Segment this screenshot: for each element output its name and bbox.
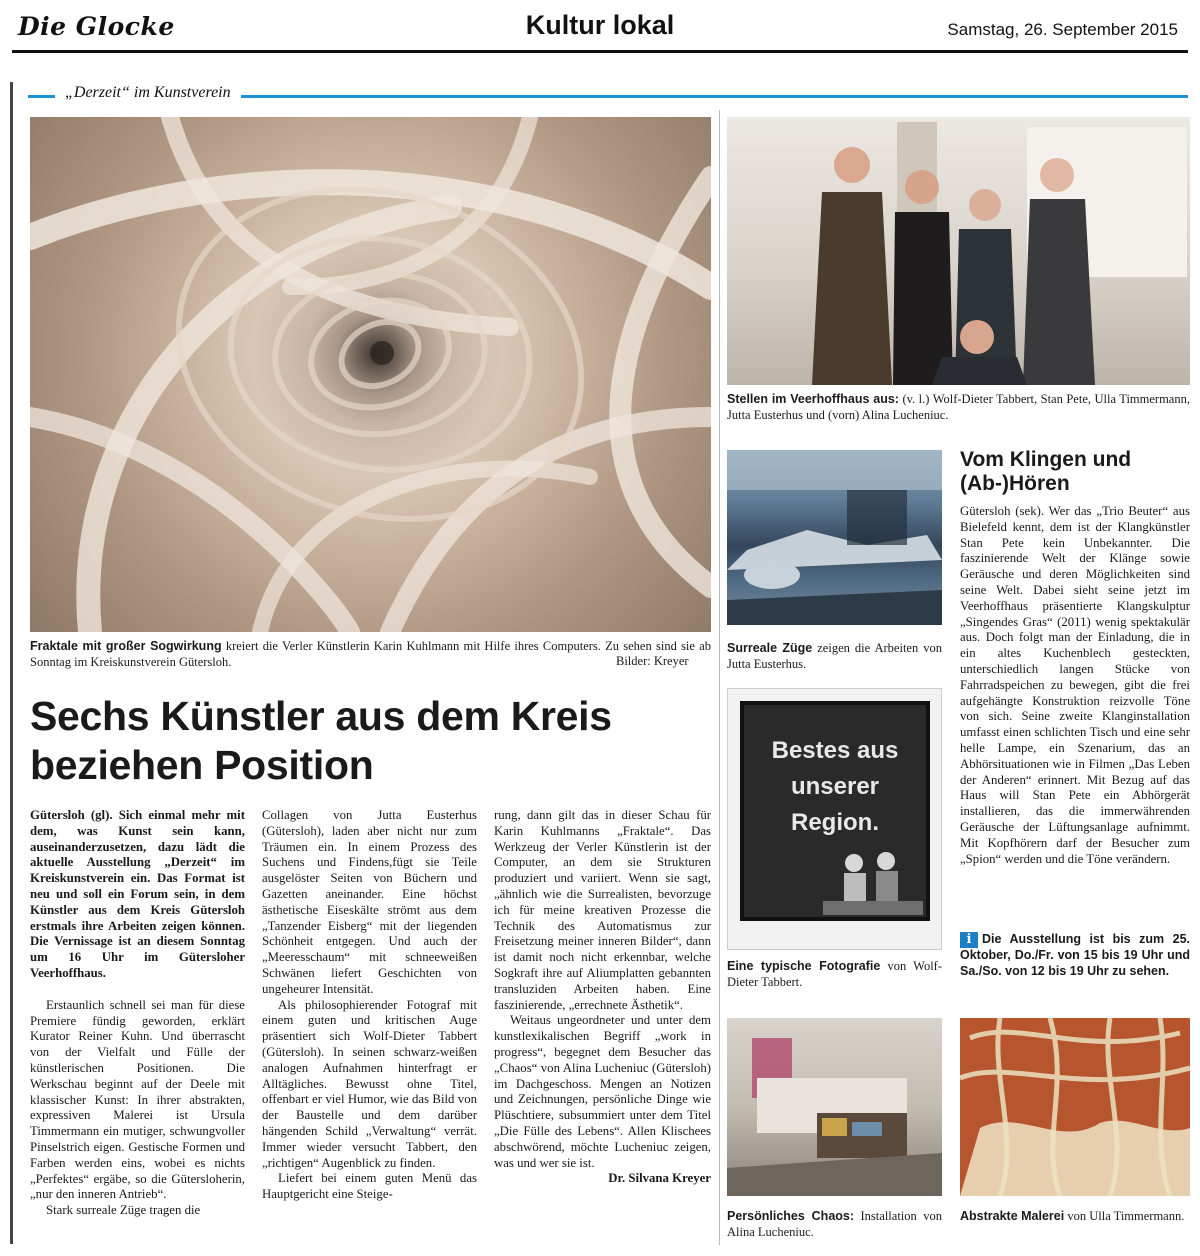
fractal-caption-text: kreiert die Verler Künstlerin Karin Kuhlmann mit Hilfe ihres Computers. Zu sehen sind sie ab Sonntag im Kreiskunstverein Gütersloh.: [30, 639, 711, 669]
billboard-line-2: unserer: [790, 773, 880, 800]
page-frame-left: [10, 82, 13, 1244]
group-photo-figures: [727, 117, 1190, 385]
newspaper-logo: Die Glocke: [18, 12, 175, 41]
article-paragraph: Erstaunlich schnell sei man für diese Premiere fündig geworden, erklärt Kurator Reiner Kuhn. Und überrascht von der Vielfalt und Fülle der künstlerischen Positionen. Die Werkschau beginnt auf der Deele mit klassischer Kunst: In ihrer abstrakten, expressiven Malerei ist Ursula Timmermann ein mutiger, schwungvoller Pinselstrich eigen. Gestische Formen und Farben werden eins, wobei es nichts „Perfektes“ ergäbe, so die Gütersloherin, „nur den inneren Antrieb“.: [30, 997, 245, 1202]
article-paragraph: Weitaus ungeordneter und unter dem kunstlexikalischen Begriff „work in progress“, begegnet dem Besucher das „Chaos“ von Alina Lucheniuc (Gütersloh) im Dachgeschoss. Mengen an Notizen und Zeichnungen, persönliche Dinge wie Plüschtiere, subsummiert unter dem Titel „Die Fülle des Lebens“. Allen Klischees abschwörend, möchte Lucheniuc zeigen, was und wer sie ist.: [494, 1013, 711, 1170]
chaos-caption: [727, 1208, 942, 1240]
masthead-rule: [12, 50, 1188, 53]
abstract-caption-text: von Ulla Timmermann.: [1064, 1209, 1185, 1223]
chaos-installation-image: [727, 1018, 942, 1196]
exhibition-info: [960, 932, 1190, 979]
chaos-caption-text: Installation von Alina Lucheniuc.: [727, 1209, 942, 1239]
surreal-caption-text: zeigen die Arbeiten von Jutta Eusterhus.: [727, 641, 942, 671]
abstract-caption: [960, 1208, 1190, 1224]
surreal-caption: [727, 640, 942, 672]
topic-label: „Derzeit“ im Kunstverein: [55, 84, 241, 102]
fractal-caption: [30, 638, 711, 670]
abstract-painting-image: [960, 1018, 1190, 1196]
photo-credit: Bilder: Kreyer: [616, 654, 689, 668]
article-lead: [30, 808, 245, 982]
surreal-caption-lead: Surreale Züge: [727, 641, 813, 655]
side-article-text: Gütersloh (sek). Wer das „Trio Beuter“ aus Bielefeld kennt, dem ist der Klangkünstler Stan Pete kein Unbekannter. Die faszinierende Welt der Klänge sowie Geräusche und deren Möglichkeiten sind seine Welt. Dabei sieht seine jetzt im Veerhoffhaus präsentierte Klangskulptur „Singendes Gras“ (2011) wenig spektakulär aus. Doch folgt man der Einladung, die in ein altes Kuchenblech gesteckten, unterschiedlich langen Stücke von Fahrradspeichen zu bewegen, gibt die frei aufgehängte Konstruktion reizvolle Töne von sich. Seine zweite Klanginstallation umfasst einen schlichten Tisch und eine sehr helle Lampe, ein Szenarium, das an Abhörsituationen wie in Filmen „Das Leben der Anderen“ erinnert. Mit Bezug auf das Haus will Stan Pete ein Abhörgerät installieren, das die immerwährenden Geräusche der Lüftungsanlage aufnimmt. Mit Kopfhörern darf der Besucher zum „Spion“ werden und die Töne verändern.: [960, 504, 1190, 866]
exhibition-info-text: Die Ausstellung ist bis zum 25. Oktober, Do./Fr. von 15 bis 19 Uhr und Sa./So. von 12 bis 19 Uhr zu sehen.: [960, 932, 1190, 978]
group-caption: [727, 391, 1190, 423]
chaos-installation-shapes: [727, 1018, 942, 1196]
section-title: Kultur lokal: [525, 10, 675, 40]
article-paragraph: Stark surreale Züge tragen die: [46, 1203, 201, 1218]
group-caption-text: (v. l.) Wolf-Dieter Tabbert, Stan Pete, Ulla Timmermann, Jutta Eusterhus und (vorn) Alina Lucheniuc.: [727, 392, 1190, 422]
article-column-3: [494, 808, 711, 1187]
article-headline: Sechs Künstler aus dem Kreis beziehen Position: [30, 693, 612, 788]
column-separator: [719, 110, 720, 1245]
side-article-body: [960, 504, 1190, 867]
side-headline: Vom Klingen und (Ab-)Hören: [960, 448, 1132, 495]
photo-caption-lead: Eine typische Fotografie: [727, 959, 881, 973]
article-author: Dr. Silvana Kreyer: [608, 1171, 711, 1186]
fractal-image: [30, 117, 711, 632]
surreal-collage-image: [727, 450, 942, 625]
photo-caption: [727, 958, 942, 990]
photo-caption-text: von Wolf-Dieter Tabbert.: [727, 959, 943, 989]
article-paragraph: Liefert bei einem guten Menü das Hauptgericht eine Steige-: [262, 1171, 477, 1202]
surreal-collage-shapes: [727, 450, 942, 625]
group-caption-lead: Stellen im Veerhoffhaus aus:: [727, 392, 899, 406]
info-icon: i: [960, 932, 978, 948]
issue-date: Samstag, 26. September 2015: [947, 20, 1178, 39]
abstract-painting-shapes: [960, 1018, 1190, 1196]
billboard-children: [728, 689, 942, 950]
billboard-line-3: Region.: [791, 809, 879, 836]
billboard-line-1: Bestes aus: [771, 737, 899, 764]
fractal-pattern: [30, 117, 711, 632]
article-lead-text: Gütersloh (gl). Sich einmal mehr mit dem, was Kunst sein kann, auseinanderzusetzen, dazu lädt die aktuelle Ausstellung „Derzeit“ im Kreiskunstverein ein. Das Format ist neu und soll ein Forum sein, in dem Künstler aus dem Kreis Gütersloh erstmals ihre Arbeiten zeigen können. Die Vernissage ist an diesem Sonntag um 16 Uhr im Gütersloher Veerhoffhaus.: [30, 808, 245, 980]
article-paragraph: Collagen von Jutta Eusterhus (Gütersloh), laden aber nicht nur zum Träumen ein. In einem Prozess des Suchens und Findens,fügt sie Teile ausgelöster Seiten von Büchern und Gazetten aneinander. Eine höchst ästhetische Eiseskälte strömt aus dem „Tanzender Eisberg“ mit der liegenden Schönheit entgegen. Und auch der „Meeresschaum“ mit schneeweißen Schwänen liefert Geschichten von ungeheurer Intensität.: [262, 808, 477, 996]
article-column-2: [262, 808, 477, 1203]
article-paragraph: rung, dann gilt das in dieser Schau für Karin Kuhlmanns „Fraktale“. Das Werkzeug der Verler Künstlerin ist der Computer, an dem sie Strukturen produziert und variiert. Wenn sie sagt, „ähnlich wie die Surrealisten, bevorzuge ich für meine kreativen Prozesse die Technik des Automatismus zur Freisetzung meiner inneren Bilder“, dann ist damit noch nicht erkennbar, welche Sogkraft ihre auf Aliumplatten gebannten transluziden Arbeiten haben. Eine faszinierende, „errechnete Ästhetik“.: [494, 808, 711, 1012]
abstract-caption-lead: Abstrakte Malerei: [960, 1209, 1065, 1223]
article-paragraph: Als philosophierender Fotograf mit einem guten und kritischen Auge präsentiert sich Wolf-Dieter Tabbert (Gütersloh). In seinen schwarz-weißen analogen Aufnahmen hinterfragt er Alltägliches. Bewusst ohne Titel, offenbart er viel Humor, wie das Bild von der Baustelle und dem darüber hängenden Schild „Verwaltung“ verrät. Immer wieder versucht Tabbert, den „richtigen“ Augenblick zu finden.: [262, 997, 477, 1170]
fractal-caption-lead: Fraktale mit großer Sogwirkung: [30, 639, 222, 653]
chaos-caption-lead: Persönliches Chaos:: [727, 1209, 855, 1223]
group-photo: [727, 117, 1190, 385]
article-column-1: [30, 808, 245, 1219]
billboard-photo: [727, 688, 942, 950]
